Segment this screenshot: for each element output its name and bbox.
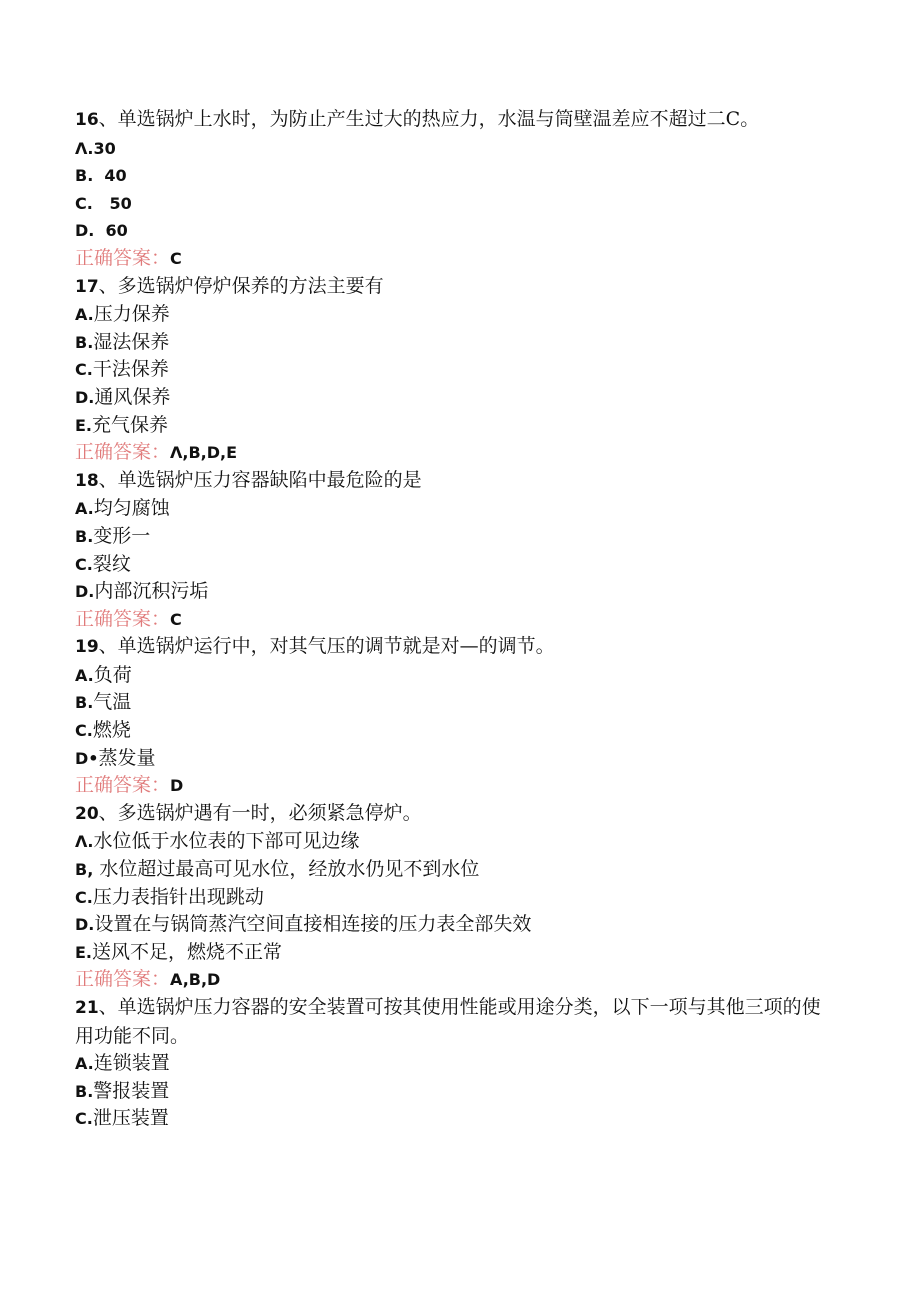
option-text: 通风保养 (94, 385, 171, 408)
question-20 (75, 800, 845, 994)
answer-line (75, 966, 845, 994)
option-letter: C. (75, 1109, 93, 1129)
option-text: 水位低于水位表的下部可见边缘 (93, 830, 360, 853)
option-letter: C. (75, 721, 93, 741)
answer-label: 正确答案： (75, 607, 171, 630)
option-c (75, 884, 845, 912)
answer-label: 正确答案： (75, 441, 171, 464)
option-b (75, 162, 845, 190)
option-letter: A. (75, 305, 94, 325)
question-20-stem (75, 800, 835, 829)
question-number: 17 (75, 276, 99, 297)
option-letter: A. (75, 1054, 94, 1074)
option-letter: B. (75, 526, 94, 546)
answer-line (75, 772, 845, 800)
option-letter: C. (75, 887, 93, 907)
option-letter: B. (75, 693, 94, 713)
option-letter: D. (75, 387, 95, 407)
option-letter: D. (75, 915, 95, 935)
option-text: 充气保养 (92, 413, 169, 436)
option-letter: A. (75, 665, 94, 685)
question-19 (75, 633, 845, 800)
question-list (75, 106, 845, 1133)
answer-label: 正确答案： (75, 774, 171, 797)
option-b (75, 523, 845, 551)
option-letter: Λ. (75, 832, 94, 852)
option-letter: D. (75, 582, 95, 602)
option-text: 连锁装置 (93, 1052, 170, 1075)
option-text: 蒸发量 (98, 746, 156, 769)
question-18 (75, 467, 845, 634)
answer-value: A,B,D (170, 970, 221, 990)
answer-label: 正确答案： (75, 968, 171, 991)
option-letter: E. (75, 415, 93, 435)
option-letter: D• (75, 748, 99, 768)
option-d (75, 745, 845, 773)
option-d (75, 384, 845, 412)
question-19-stem (75, 633, 835, 662)
option-b (75, 329, 845, 357)
option-text: 负荷 (93, 663, 132, 686)
answer-value: D (170, 776, 184, 796)
option-letter: E. (75, 942, 93, 962)
question-text: 、多选锅炉停炉保养的方法主要有 (98, 274, 384, 297)
option-text: 设置在与锅筒蒸汽空间直接相连接的压力表全部失效 (94, 913, 532, 936)
question-number: 16 (75, 110, 99, 130)
answer-label: 正确答案： (75, 246, 171, 269)
option-a (75, 828, 845, 856)
option-c (75, 356, 845, 384)
question-17 (75, 273, 845, 467)
option-a (75, 1050, 845, 1078)
answer-line (75, 245, 845, 273)
question-number: 18 (75, 470, 99, 491)
option-text: 压力表指针出现跳动 (92, 885, 264, 908)
option-d (75, 217, 845, 245)
option-letter: Λ.30 (75, 138, 116, 158)
option-a (75, 301, 845, 329)
option-text: 水位超过最高可见水位，经放水仍见不到水位 (93, 858, 480, 881)
option-a (75, 495, 845, 523)
option-text: 干法保养 (92, 358, 169, 381)
option-b (75, 1078, 845, 1106)
option-letter: D. 60 (75, 221, 128, 241)
option-letter: C. (75, 360, 93, 380)
option-c (75, 1105, 845, 1133)
option-a (75, 135, 845, 163)
option-text: 燃烧 (92, 719, 131, 742)
option-b (75, 689, 845, 717)
option-d (75, 578, 845, 606)
option-c (75, 717, 845, 745)
option-text: 裂纹 (92, 552, 131, 575)
option-text: 警报装置 (93, 1079, 170, 1102)
option-a (75, 662, 845, 690)
option-text: 压力保养 (93, 303, 170, 326)
question-number: 20 (75, 803, 99, 824)
option-text: 气温 (93, 691, 132, 714)
option-c (75, 190, 845, 218)
option-letter: B. 40 (75, 166, 127, 186)
question-21-stem (75, 994, 835, 1050)
option-text: 内部沉积污垢 (94, 580, 209, 603)
question-text: 、单选锅炉压力容器的安全装置可按其使用性能或用途分类，以下一项与其他三项的使用功能不同。 (75, 996, 821, 1047)
question-16-stem (75, 106, 835, 135)
option-d (75, 911, 845, 939)
option-letter: C. (75, 554, 93, 574)
answer-value: C (170, 609, 182, 629)
option-e (75, 939, 845, 967)
answer-value: Λ,B,D,E (170, 443, 238, 463)
question-number: 19 (75, 637, 99, 658)
option-letter: B, (75, 860, 94, 880)
question-text: 、单选锅炉上水时，为防止产生过大的热应力，水温与筒壁温差应不超过二C。 (98, 108, 760, 130)
option-text: 均匀腐蚀 (93, 497, 170, 520)
option-text: 湿法保养 (93, 330, 170, 353)
question-18-stem (75, 467, 835, 496)
option-text: 送风不足，燃烧不正常 (92, 940, 283, 963)
question-text: 、单选锅炉运行中，对其气压的调节就是对—的调节。 (98, 635, 555, 658)
answer-line (75, 439, 845, 467)
question-21 (75, 994, 845, 1133)
option-letter: B. (75, 1081, 94, 1101)
question-text: 、多选锅炉遇有一时，必须紧急停炉。 (98, 801, 422, 824)
option-text: 变形一 (93, 524, 151, 547)
question-number: 21 (75, 998, 99, 1018)
question-text: 、单选锅炉压力容器缺陷中最危险的是 (98, 468, 422, 491)
answer-line (75, 606, 845, 634)
option-letter: B. (75, 332, 94, 352)
option-letter: C. 50 (75, 193, 132, 213)
option-c (75, 551, 845, 579)
question-17-stem (75, 273, 835, 302)
answer-value: C (170, 248, 182, 268)
option-b (75, 856, 845, 884)
question-16 (75, 106, 845, 273)
option-letter: A. (75, 499, 94, 519)
option-e (75, 412, 845, 440)
option-text: 泄压装置 (92, 1107, 169, 1130)
